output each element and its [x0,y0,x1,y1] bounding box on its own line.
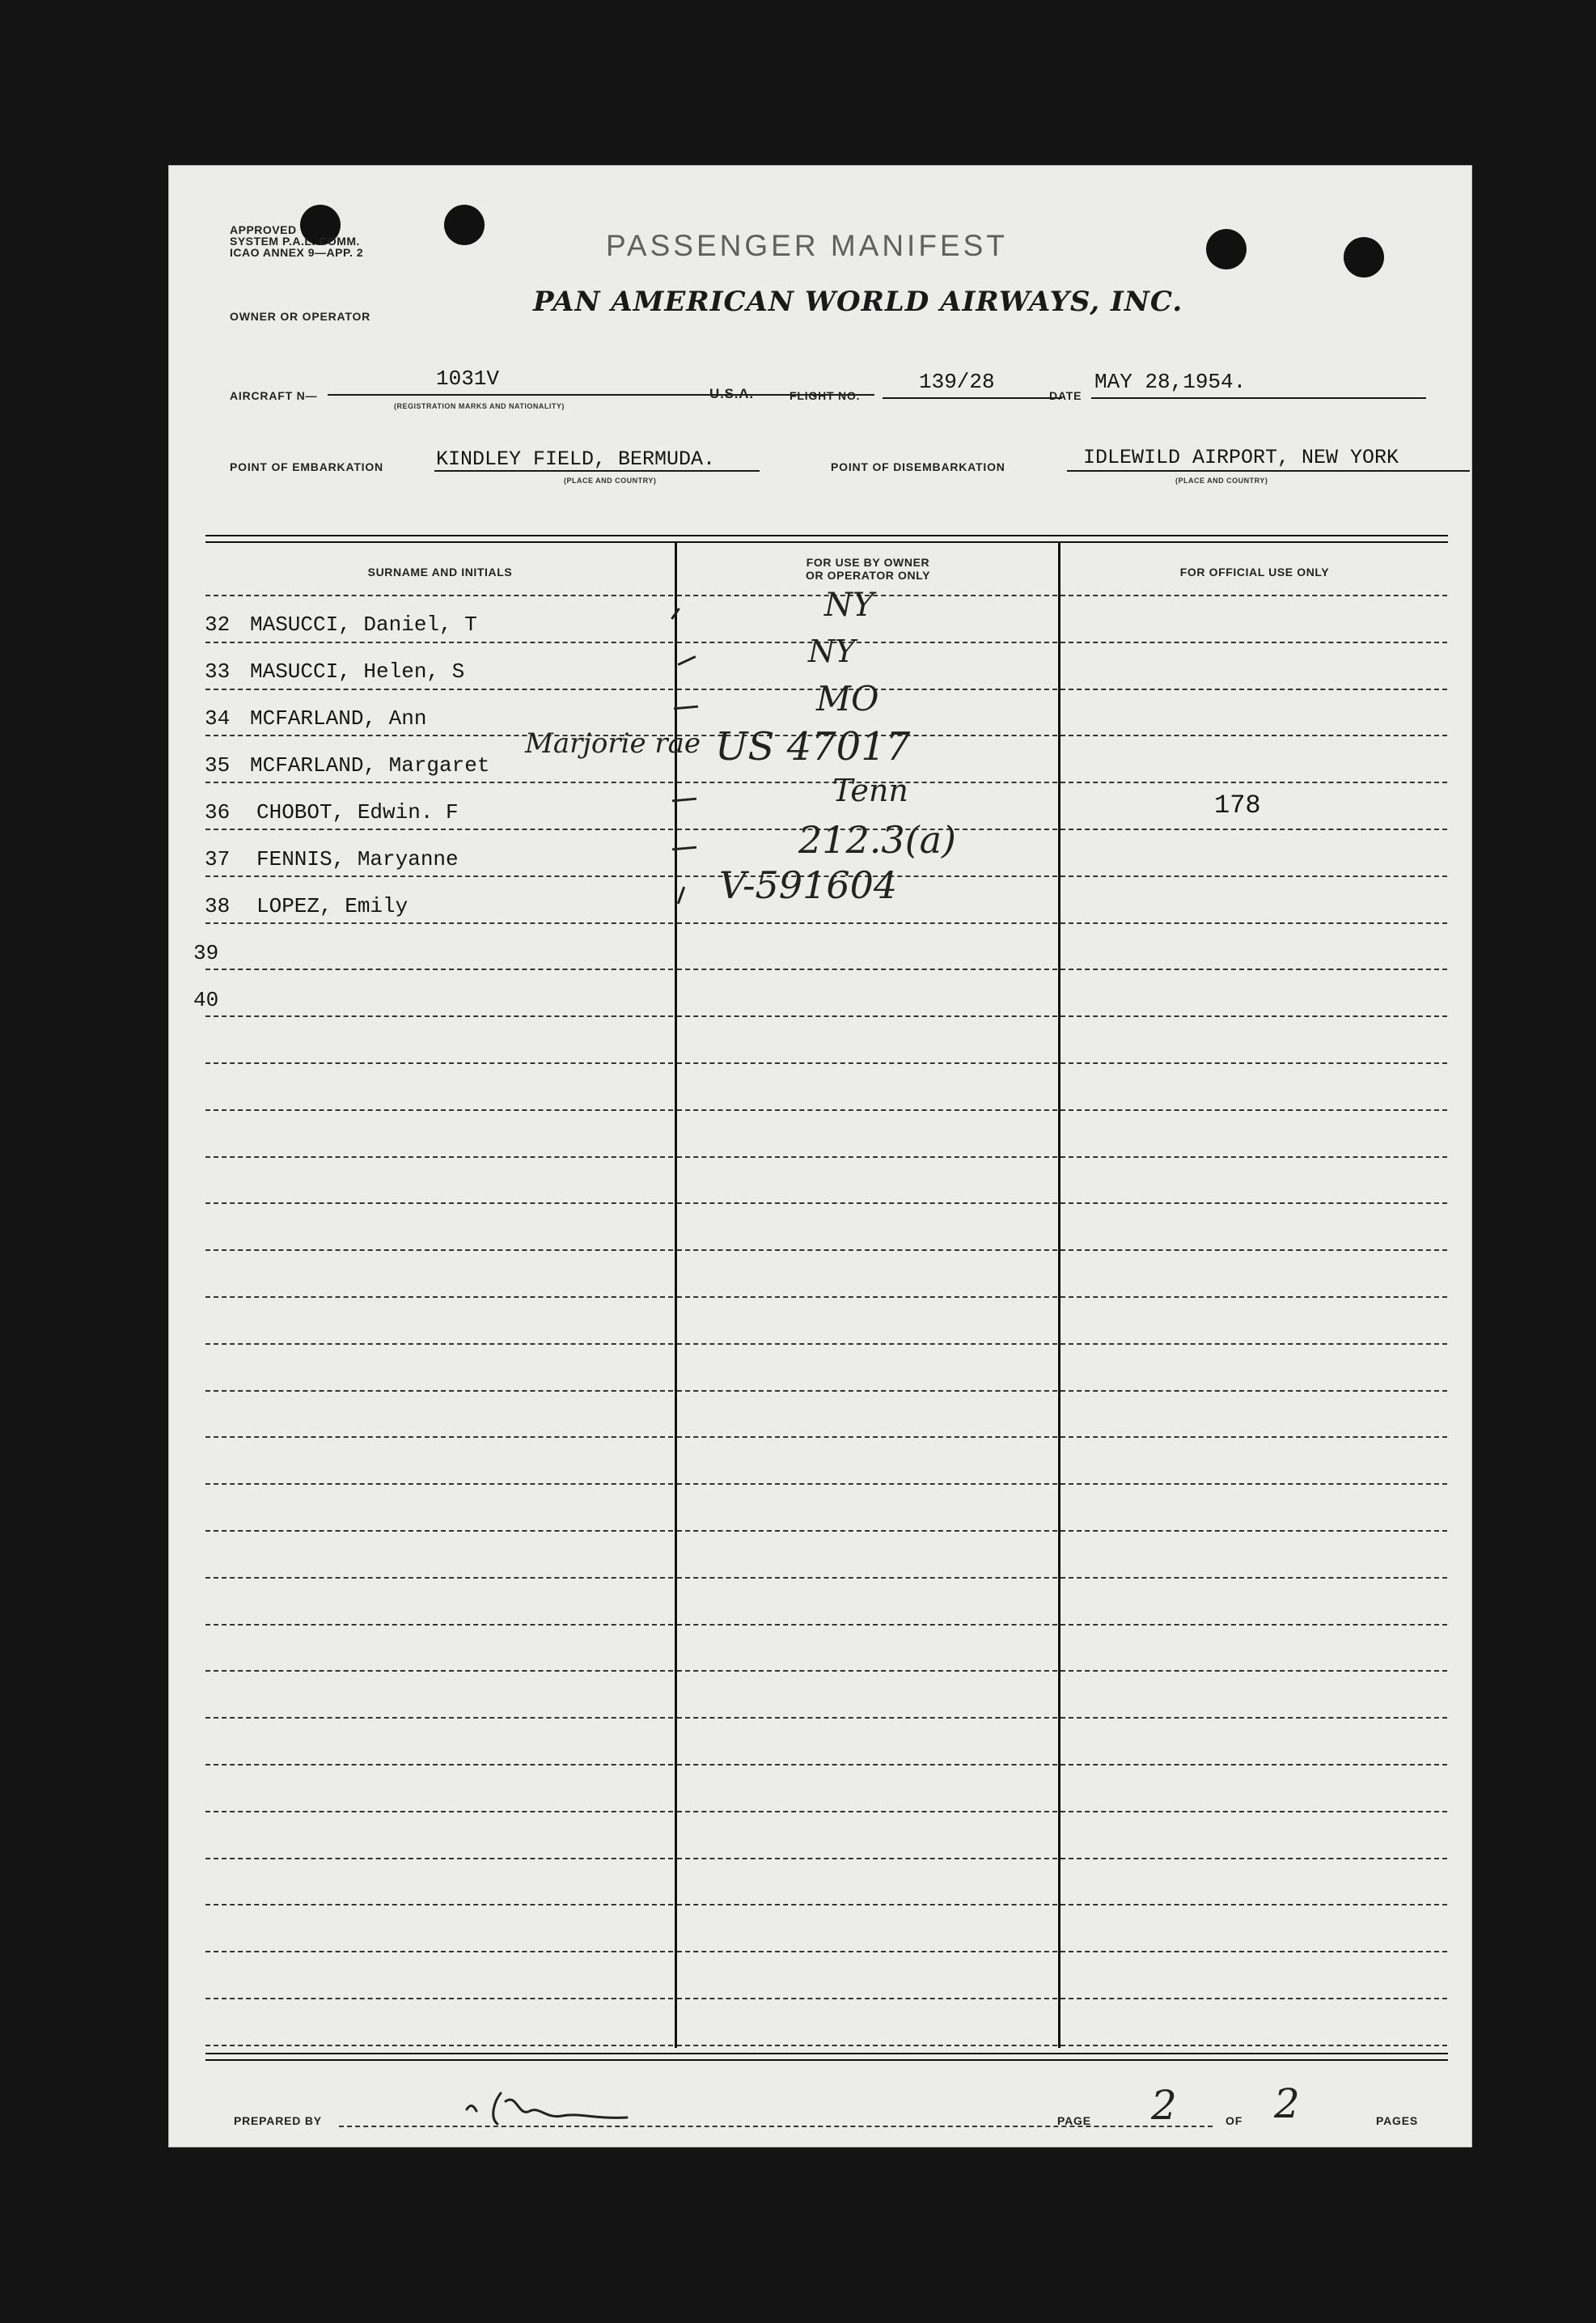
of-label: OF [1226,2114,1243,2127]
passenger-name: CHOBOT, Edwin. F [256,800,459,824]
row-rule [1060,1015,1447,1017]
row-rule [1060,1717,1447,1719]
row-rule [677,1577,1057,1579]
row-rule [1060,922,1447,924]
row-rule [205,1390,673,1392]
row-rule [1060,1062,1447,1064]
row-rule [677,1156,1057,1158]
row-rule [205,1109,673,1111]
punch-hole [1344,237,1384,278]
table-bottom-rule [205,2053,1448,2061]
row-rule [205,1483,673,1485]
row-rule [205,1624,673,1626]
row-rule [1060,1156,1447,1158]
row-rule [205,1670,673,1672]
row-rule [205,1062,673,1064]
row-rule [1060,595,1447,596]
row-rule [1060,1530,1447,1532]
row-rule [205,922,673,924]
row-rule [205,1202,673,1204]
row-rule [205,1811,673,1812]
manifest-form [168,165,1472,2147]
row-rule [205,689,673,690]
disembark-place-sub-label: (PLACE AND COUNTRY) [1175,477,1268,485]
owner-note: NY [808,634,856,669]
row-number: 38 [205,894,231,918]
disembarkation-line [1067,470,1470,472]
row-rule [1060,1951,1447,1952]
row-rule [677,2045,1057,2046]
check-mark [677,655,696,666]
row-rule [205,1764,673,1766]
row-rule [1060,1811,1447,1812]
column-header-official: FOR OFFICIAL USE ONLY [1179,566,1330,579]
row-rule [205,1343,673,1345]
embarkation-line [434,470,760,472]
row-rule [1060,1577,1447,1579]
embarkation-point: KINDLEY FIELD, BERMUDA. [436,447,716,471]
row-rule [205,829,673,830]
row-number: 39 [193,941,219,965]
column-header-owner [677,556,1059,582]
row-rule [205,875,673,877]
row-rule [1060,1436,1447,1438]
column-divider [675,543,677,2048]
row-rule [677,969,1057,970]
row-rule [677,1483,1057,1485]
row-rule [205,1249,673,1251]
row-rule [205,1296,673,1298]
row-number: 40 [193,988,219,1012]
aircraft-registration: 1031V [436,367,500,391]
flight-line [883,397,1062,399]
row-rule [205,595,673,596]
row-rule [1060,1343,1447,1345]
form-title: PASSENGER MANIFEST [606,229,1008,262]
table-top-rule [205,535,1448,543]
embarkation-label: POINT OF EMBARKATION [230,460,383,473]
row-rule [677,1764,1057,1766]
row-rule [1060,1764,1447,1766]
row-number: 32 [205,613,231,637]
check-mark [677,887,685,905]
approval-line: SYSTEM P.A.L. COMM. [230,235,360,248]
row-rule [1060,1998,1447,1999]
row-number: 36 [205,800,231,824]
company-name: PAN AMERICAN WORLD AIRWAYS, INC. [533,286,1183,318]
check-mark [674,706,698,710]
approval-line: ICAO ANNEX 9—APP. 2 [230,246,364,259]
row-rule [677,1296,1057,1298]
row-rule [677,1858,1057,1859]
row-rule [205,782,673,783]
row-number: 35 [205,753,231,778]
row-rule [677,1249,1057,1251]
row-number: 33 [205,659,231,684]
row-rule [677,1670,1057,1672]
row-rule [1060,642,1447,643]
usa-label: U.S.A. [709,386,754,401]
row-rule [677,1998,1057,1999]
passenger-name: FENNIS, Maryanne [256,847,459,871]
row-rule [677,642,1057,643]
row-rule [205,969,673,970]
row-rule [677,1109,1057,1111]
row-rule [205,1951,673,1952]
column-divider [1058,543,1060,2048]
date-line [1091,397,1426,399]
prepared-by-label: PREPARED BY [234,2114,322,2127]
owner-header-line: OR OPERATOR ONLY [805,569,931,582]
row-rule [1060,1249,1447,1251]
row-rule [205,1530,673,1532]
flight-number: 139/28 [919,370,995,394]
disembarkation-label: POINT OF DISEMBARKATION [831,460,1005,473]
row-rule [1060,1109,1447,1111]
signature [460,2085,671,2130]
page-number: 2 [1151,2082,1177,2129]
row-rule [677,1951,1057,1952]
punch-hole [1206,229,1247,269]
date-label: DATE [1049,389,1082,402]
row-rule [1060,782,1447,783]
row-rule [205,1156,673,1158]
row-rule [677,1530,1057,1532]
approval-line: APPROVED [230,223,297,236]
row-rule [1060,969,1447,970]
owner-note: V-591604 [719,863,898,907]
row-rule [1060,735,1447,736]
passenger-name: MASUCCI, Helen, S [250,659,465,684]
row-rule [677,1904,1057,1905]
row-rule [205,1998,673,1999]
official-note: 178 [1214,791,1261,820]
aircraft-label: AIRCRAFT N— [230,389,318,402]
row-rule [205,1436,673,1438]
row-rule [205,642,673,643]
row-rule [677,1436,1057,1438]
row-rule [1060,1624,1447,1626]
row-rule [1060,689,1447,690]
owner-note: MO [816,679,879,719]
page-total: 2 [1274,2080,1300,2127]
row-number: 34 [205,706,231,731]
row-rule [677,1202,1057,1204]
row-rule [205,1577,673,1579]
owner-note: NY [824,587,874,624]
row-rule [1060,1858,1447,1859]
row-rule [677,1624,1057,1626]
passenger-name: MCFARLAND, Ann [250,706,427,731]
flight-label: FLIGHT NO. [790,389,861,402]
row-number: 37 [205,847,231,871]
row-rule [1060,1202,1447,1204]
approval-stamp [230,224,363,258]
owner-header-line: FOR USE BY OWNER [806,556,930,569]
owner-label: OWNER OR OPERATOR [230,310,371,323]
row-rule [677,1390,1057,1392]
pages-label: PAGES [1376,2114,1418,2127]
row-rule [205,1015,673,1017]
owner-note: Tenn [832,773,908,808]
row-rule [1060,1390,1447,1392]
row-rule [205,1717,673,1719]
row-rule [1060,2045,1447,2046]
row-rule [1060,829,1447,830]
punch-hole [444,205,485,245]
owner-note: 212.3(a) [798,818,957,862]
row-rule [205,1858,673,1859]
row-rule [1060,1296,1447,1298]
row-rule [205,2045,673,2046]
embark-place-sub-label: (PLACE AND COUNTRY) [564,477,657,485]
row-rule [677,1015,1057,1017]
row-rule [677,1062,1057,1064]
row-rule [205,1904,673,1905]
row-rule [1060,1483,1447,1485]
row-rule [1060,1904,1447,1905]
disembarkation-point: IDLEWILD AIRPORT, NEW YORK [1083,446,1399,469]
passenger-name: MASUCCI, Daniel, T [250,613,477,637]
row-rule [677,1811,1057,1812]
flight-date: MAY 28,1954. [1094,370,1247,394]
row-rule [677,922,1057,924]
row-rule [1060,875,1447,877]
handwritten-correction: Marjorie rae [525,727,701,760]
row-rule [677,1343,1057,1345]
row-rule [1060,1670,1447,1672]
row-rule [677,1717,1057,1719]
owner-note: US 47017 [715,724,911,769]
column-header-surname: SURNAME AND INITIALS [367,566,513,579]
page-label: PAGE [1057,2114,1091,2127]
registration-sub-label: (REGISTRATION MARKS AND NATIONALITY) [394,402,565,410]
passenger-name: MCFARLAND, Margaret [250,753,490,778]
passenger-name: LOPEZ, Emily [256,894,409,918]
